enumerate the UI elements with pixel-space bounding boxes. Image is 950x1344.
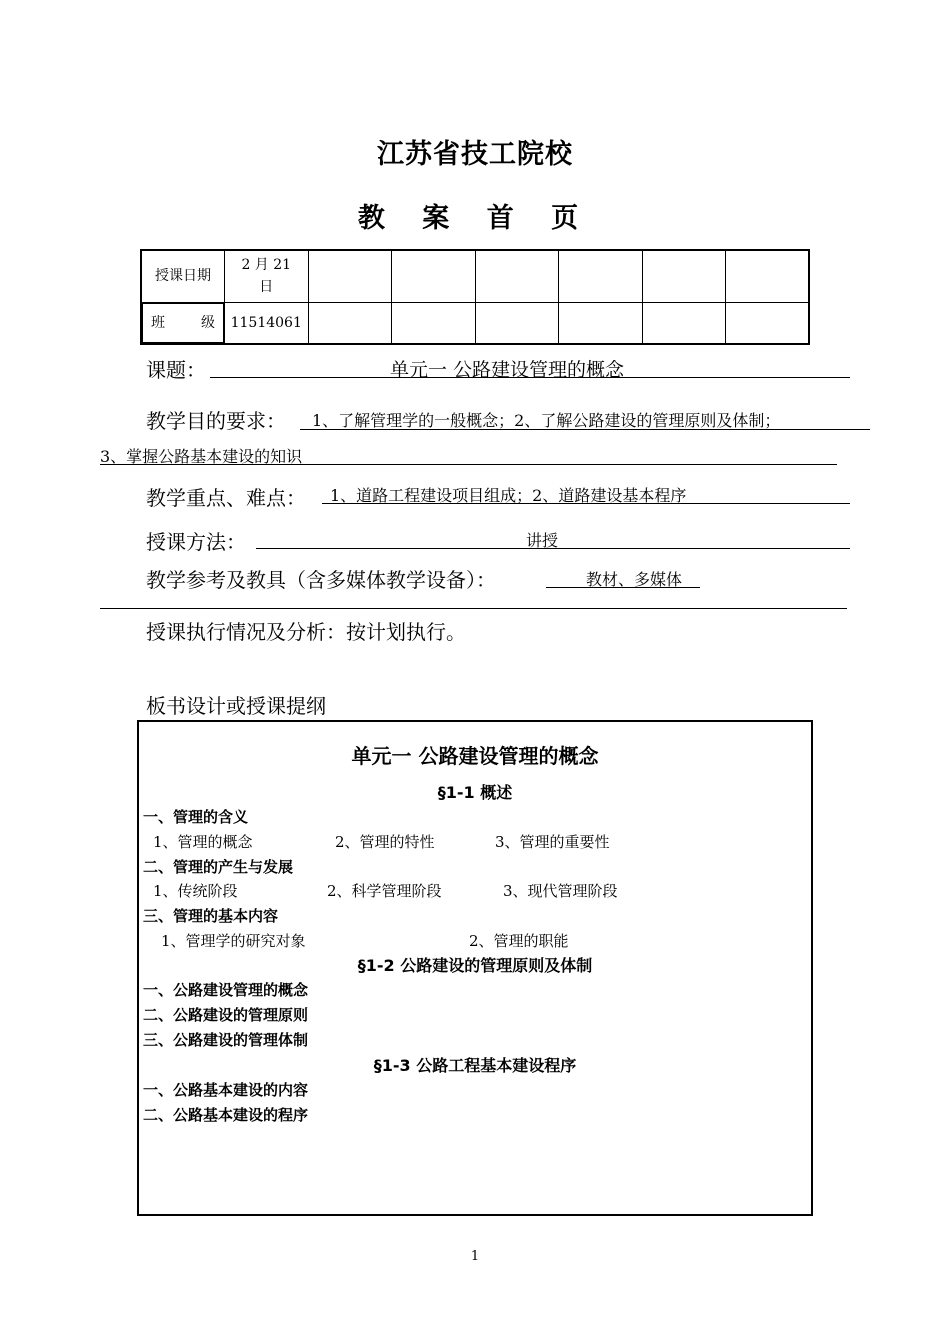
topic-value: 单元一 公路建设管理的概念 [390,359,625,381]
empty-cell [392,250,476,302]
topic-label: 课题： [146,358,206,382]
s1-h1-item-2: 2、管理的特性 [335,833,435,851]
s3-heading-2: 二、公路基本建设的程序 [143,1106,309,1124]
s3-heading-1: 一、公路基本建设的内容 [143,1081,309,1099]
page-number: 1 [470,1249,480,1264]
reference-extra-line [100,608,847,609]
date-value-line2: 日 [259,279,274,296]
execution-label: 授课执行情况及分析：按计划执行。 [146,620,466,644]
empty-cell [726,250,810,302]
goal-value-line2: 3、掌握公路基本建设的知识 [100,447,303,466]
section-2-title: §1-2 公路建设的管理原则及体制 [357,956,593,975]
empty-cell [392,302,476,344]
section-1-title: §1-1 概述 [437,783,513,802]
date-value [225,250,309,302]
s2-heading-1: 一、公路建设管理的概念 [143,981,309,999]
reference-label: 教学参考及教具（含多媒体教学设备）： [146,568,496,592]
date-label: 授课日期 [141,250,225,302]
method-value: 讲授 [526,531,559,550]
s1-h2-item-3: 3、现代管理阶段 [503,882,618,900]
s1-h1-item-3: 3、管理的重要性 [495,833,610,851]
schedule-row-class [141,302,809,344]
class-label [142,303,224,343]
page-title: 教 案 首 页 [357,203,593,234]
s1-heading-1: 一、管理的含义 [143,808,249,826]
empty-cell [308,250,392,302]
s2-heading-3: 三、公路建设的管理体制 [143,1031,309,1049]
focus-value: 1、道路工程建设项目组成；2、道路建设基本程序 [330,486,687,505]
date-value-line1: 2 月 21 [241,257,292,274]
empty-cell [642,250,726,302]
schedule-table [140,249,810,345]
board-label: 板书设计或授课提纲 [146,694,326,718]
reference-value: 教材、多媒体 [586,570,683,589]
school-name: 江苏省技工院校 [377,139,573,170]
empty-cell [726,302,810,344]
empty-cell [475,250,559,302]
class-label-a: 班 [151,314,165,331]
section-3-title: §1-3 公路工程基本建设程序 [373,1056,577,1075]
focus-label: 教学重点、难点： [146,486,306,510]
s1-h2-item-1: 1、传统阶段 [153,882,238,900]
empty-cell [559,302,643,344]
goal-value-line1: 1、了解管理学的一般概念；2、了解公路建设的管理原则及体制； [312,411,781,430]
s2-heading-2: 二、公路建设的管理原则 [143,1006,309,1024]
outline-box [137,720,813,1216]
s1-h2-item-2: 2、科学管理阶段 [327,882,442,900]
class-label-b: 级 [201,314,215,331]
s1-h1-item-1: 1、管理的概念 [153,833,253,851]
empty-cell [559,250,643,302]
class-value: 11514061 [225,302,309,344]
s1-h3-item-2: 2、管理的职能 [469,932,569,950]
s1-h3-item-1: 1、管理学的研究对象 [161,932,306,950]
s1-heading-2: 二、管理的产生与发展 [143,858,294,876]
empty-cell [642,302,726,344]
method-label: 授课方法： [146,530,246,554]
outline-title: 单元一 公路建设管理的概念 [351,744,599,768]
empty-cell [308,302,392,344]
goal-label: 教学目的要求： [146,409,286,433]
empty-cell [475,302,559,344]
schedule-row-date [141,250,809,302]
s1-heading-3: 三、管理的基本内容 [143,907,279,925]
